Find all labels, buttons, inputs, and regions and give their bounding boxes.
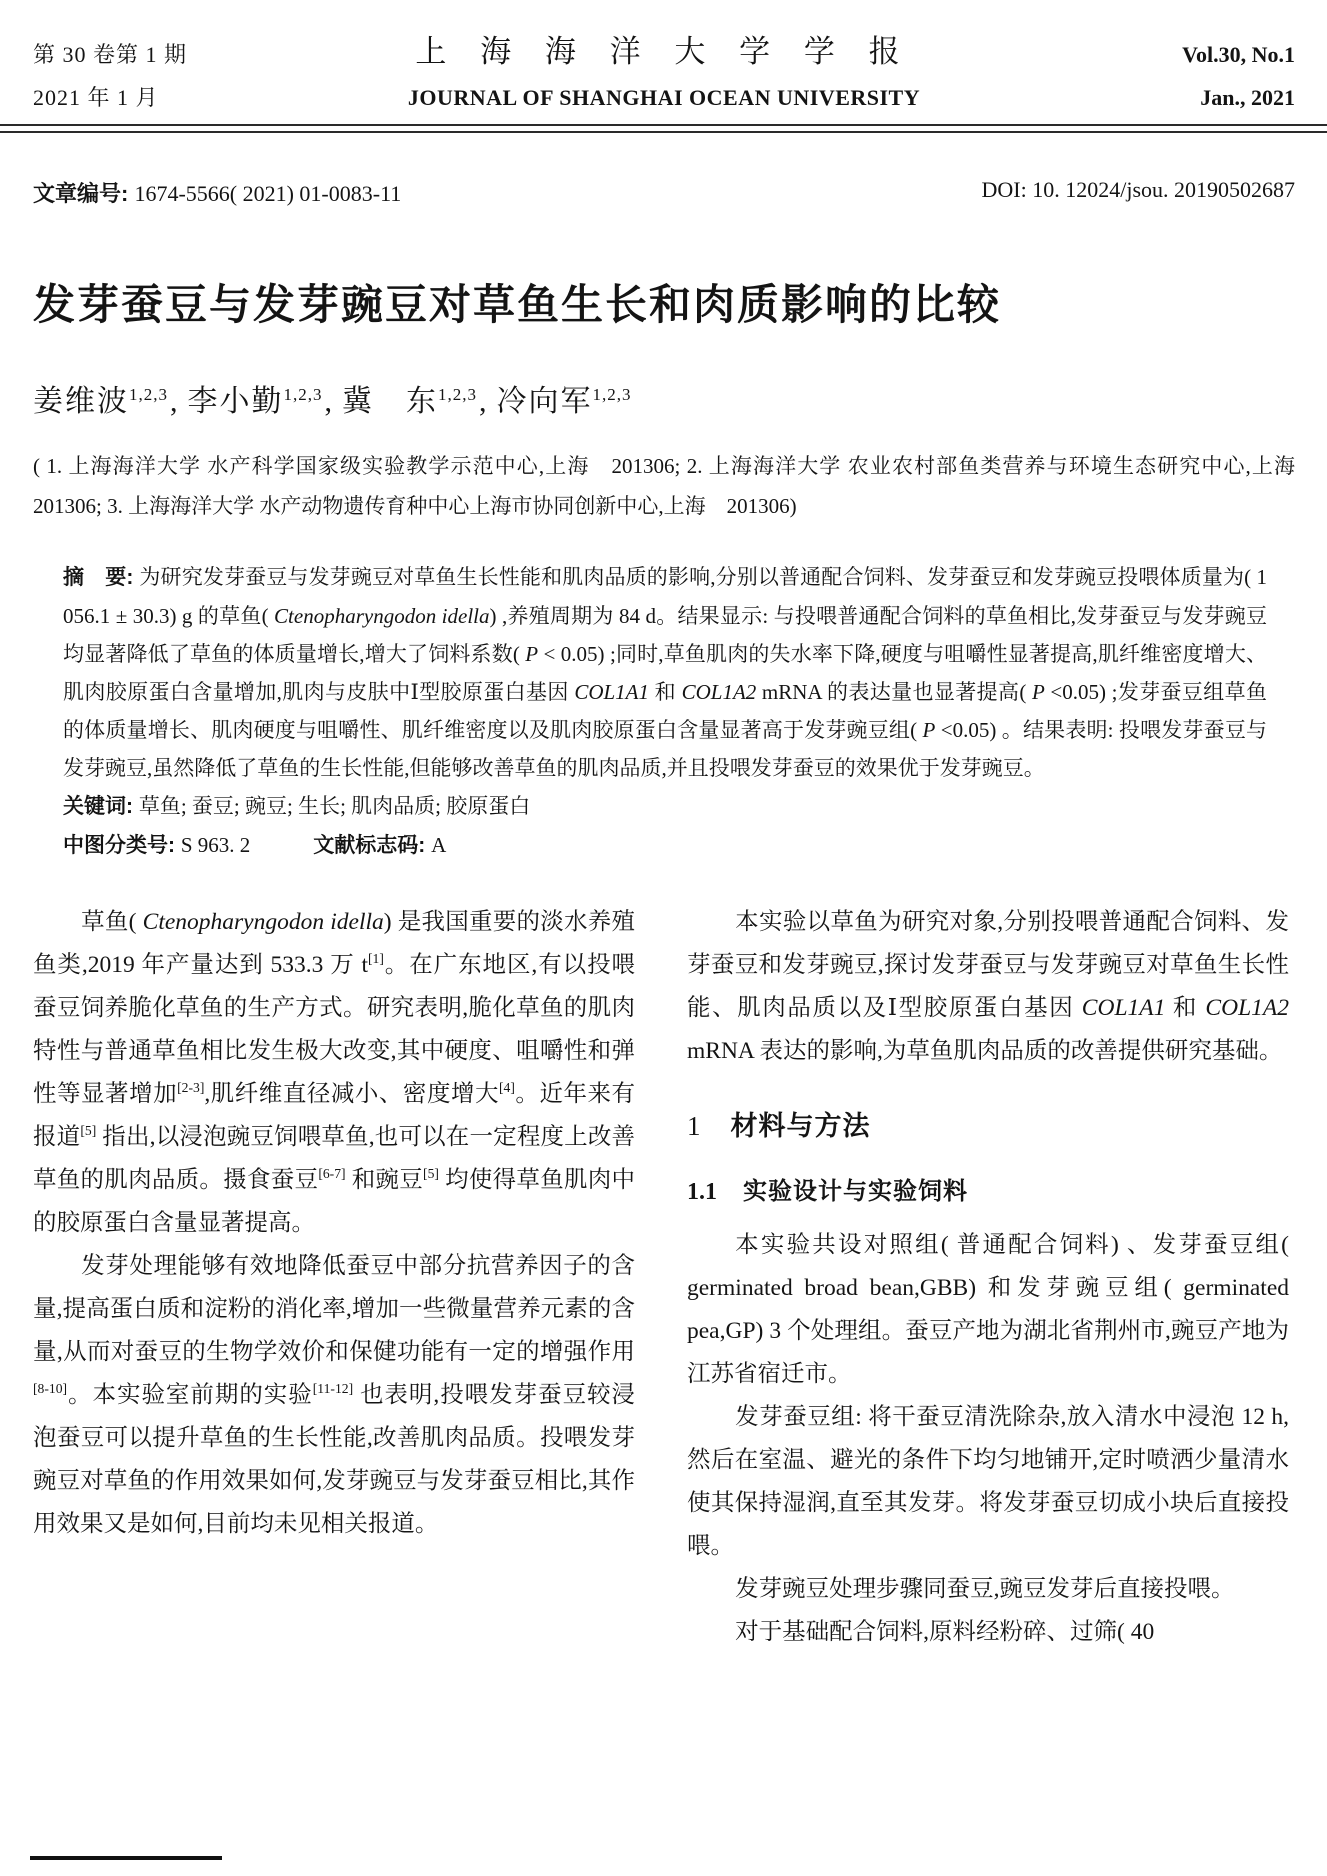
citation-superscript: [4]	[499, 1080, 515, 1096]
text-segment: S 963. 2	[180, 833, 251, 857]
keywords-line	[63, 787, 1267, 826]
citation-superscript: [6-7]	[318, 1166, 346, 1182]
paragraph	[687, 1396, 1289, 1568]
journal-title-en: JOURNAL OF SHANGHAI OCEAN UNIVERSITY	[407, 85, 921, 110]
section-title: 实验设计与实验饲料	[743, 1178, 968, 1205]
text-segment: Ctenopharyngodon idella	[274, 604, 490, 628]
text-segment: 。在广东地区,有以投喂蚕豆饲养脆化草鱼的生产方式。研究表明,脆化草鱼的肌肉特性与普通草鱼相比发生极大改变,其中硬度、咀嚼性和弹性等显著增加	[33, 952, 636, 1107]
author-separator: ,	[479, 385, 489, 418]
text-segment: Ctenopharyngodon idella	[142, 909, 384, 935]
author-superscript: 1,2,3	[129, 385, 168, 404]
author-superscript: 1,2,3	[438, 385, 477, 404]
text-segment: mRNA 的表达量也显著提高(	[756, 680, 1032, 704]
citation-superscript: [2-3]	[177, 1080, 205, 1096]
author-separator: ,	[324, 385, 334, 418]
article-number	[33, 177, 401, 208]
citation-superscript: [1]	[367, 951, 384, 967]
authors-line	[33, 376, 1295, 420]
affiliations: ( 1. 上海海洋大学 水产科学国家级实验教学示范中心,上海 201306; 2. 上海海洋大学 农业农村部鱼类营养与环境生态研究中心,上海 201306; 3. 上海海洋大学 水产动物遗传育种中心上海市协同创新中心,上海 201306)	[33, 454, 1316, 518]
section-number: 1	[687, 1111, 701, 1141]
left-column	[33, 901, 635, 1654]
text-segment: 发芽豌豆处理步骤同蚕豆,豌豆发芽后直接投喂。	[735, 1576, 1235, 1602]
text-segment: 本实验以草鱼为研究对象,分别投喂普通配合饲料、发芽蚕豆和发芽豌豆,探讨发芽蚕豆与发芽豌豆对草鱼生长性能、肌肉品质以及Ⅰ型胶原蛋白基因	[687, 909, 1289, 1021]
author-name: 冀 东	[342, 385, 438, 418]
text-segment: 草鱼; 蚕豆; 豌豆; 生长; 肌肉品质; 胶原蛋白	[138, 794, 531, 818]
text-segment: P	[1031, 680, 1045, 704]
body-columns	[33, 901, 1295, 1654]
text-segment: P	[525, 642, 539, 666]
text-segment: 和	[1165, 995, 1206, 1021]
article-number-label: 文章编号:	[33, 181, 135, 206]
journal-date-en: Jan., 2021	[1200, 85, 1295, 110]
text-segment: 也表明,投喂发芽蚕豆较浸泡蚕豆可以提升草鱼的生长性能,改善肌肉品质。投喂发芽豌豆对草鱼的作用效果如何,发芽豌豆与发芽蚕豆相比,其作用效果又是如何,目前均未见相关报道。	[33, 1382, 636, 1537]
text-segment: mRNA 表达的影响,为草鱼肌肉品质的改善提供研究基础。	[687, 1038, 1283, 1064]
clc-line	[63, 826, 1267, 865]
text-segment: 对于基础配合饲料,原料经粉碎、过筛( 40	[735, 1619, 1155, 1645]
paragraph	[33, 1245, 635, 1546]
text-segment: 为研究发芽蚕豆与发芽豌豆对草鱼生长性能和肌肉品质的影响,分别以普通配合饲料、发芽蚕豆和发芽豌豆投喂体质量为( 1 056.1 ± 30.3) g 的草鱼(	[63, 565, 1268, 628]
journal-date-cn: 2021 年 1 月	[33, 85, 159, 110]
text-segment: <0.05) ;发芽蚕豆组草鱼的体质量增长、肌肉硬度与咀嚼性、肌纤维密度以及肌肉胶原蛋白含量显著高于发芽豌豆组(	[63, 680, 1268, 742]
text-segment	[250, 833, 313, 857]
text-segment: <0.05) 。结果表明: 投喂发芽蚕豆与发芽豌豆,虽然降低了草鱼的生长性能,但能够改善草鱼的肌肉品质,并且投喂发芽蚕豆的效果优于发芽豌豆。	[63, 718, 1267, 780]
text-segment: COL1A1	[574, 680, 650, 704]
author-name: 李小勤	[187, 385, 284, 418]
header-double-rule	[0, 124, 1327, 133]
citation-superscript: [5]	[80, 1123, 97, 1139]
text-segment: 草鱼(	[81, 909, 143, 935]
text-segment: COL1A2	[681, 680, 757, 704]
journal-volume-en: Vol.30, No.1	[1182, 42, 1295, 67]
text-segment: COL1A1	[1081, 995, 1166, 1021]
paragraph	[687, 901, 1289, 1073]
article-title: 发芽蚕豆与发芽豌豆对草鱼生长和肉质影响的比较	[33, 281, 1002, 328]
text-segment: ,肌纤维直径减小、密度增大	[204, 1081, 500, 1107]
paragraph	[687, 1611, 1289, 1654]
article-meta-row	[33, 177, 1295, 208]
text-segment: P	[922, 718, 936, 742]
text-segment: 。近年来有报道	[33, 1081, 636, 1150]
text-segment: 中图分类号:	[63, 834, 181, 857]
text-segment: 发芽蚕豆组: 将干蚕豆清洗除杂,放入清水中浸泡 12 h,然后在室温、避光的条件下均匀地铺开,定时喷洒少量清水使其保持湿润,直至其发芽。将发芽蚕豆切成小块后直接投喂。	[687, 1404, 1289, 1559]
citation-superscript: [5]	[423, 1166, 439, 1182]
journal-header	[33, 26, 1295, 112]
right-column	[687, 901, 1289, 1654]
section-heading	[687, 1105, 1289, 1148]
doi: DOI: 10. 12024/jsou. 20190502687	[981, 177, 1295, 202]
text-segment: COL1A2	[1205, 995, 1289, 1021]
journal-title-cn: 上 海 海 洋 大 学 学 报	[415, 34, 913, 69]
footnote-rule	[30, 1856, 222, 1860]
article-number-value: 1674-5566( 2021) 01-0083-11	[134, 181, 402, 206]
paragraph	[687, 1568, 1289, 1611]
subsection-heading	[687, 1170, 1289, 1214]
citation-superscript: [8-10]	[33, 1381, 68, 1397]
section-title: 材料与方法	[730, 1111, 871, 1141]
text-segment: 关键词:	[63, 795, 139, 818]
author-superscript: 1,2,3	[592, 385, 632, 404]
author-name: 姜维波	[33, 385, 129, 418]
citation-superscript: [11-12]	[312, 1381, 354, 1397]
paragraph	[33, 901, 635, 1245]
text-segment: 文献标志码:	[313, 834, 432, 857]
text-segment: 。本实验室前期的实验	[67, 1382, 313, 1408]
text-segment: 本实验共设对照组( 普通配合饲料) 、发芽蚕豆组( germinated broad bean,GBB) 和发芽豌豆组( germinated pea,GP) 3 个处理组。蚕豆产地为湖北省荆州市,豌豆产地为江苏省宿迁市。	[687, 1232, 1289, 1387]
text-segment: 指出,以浸泡豌豆饲喂草鱼,也可以在一定程度上改善草鱼的肌肉品质。摄食蚕豆	[33, 1124, 636, 1193]
paragraph	[687, 1224, 1289, 1396]
abstract-block	[63, 558, 1267, 865]
journal-issue-cn: 第 30 卷第 1 期	[33, 42, 188, 67]
text-segment: A	[431, 833, 447, 857]
abstract-paragraph	[63, 558, 1267, 787]
author-superscript: 1,2,3	[283, 385, 323, 404]
text-segment: ) ,养殖周期为 84 d。结果显示: 与投喂普通配合饲料的草鱼相比,发芽蚕豆与发芽豌豆均显著降低了草鱼的体质量增长,增大了饲料系数(	[63, 604, 1267, 666]
text-segment: 摘 要:	[63, 566, 140, 589]
text-segment: < 0.05) ;同时,草鱼肌肉的失水率下降,硬度与咀嚼性显著提高,肌纤维密度增大、肌肉胶原蛋白含量增加,肌肉与皮肤中Ⅰ型胶原蛋白基因	[63, 642, 1267, 704]
text-segment: 和豌豆	[345, 1167, 424, 1193]
text-segment: 发芽处理能够有效地降低蚕豆中部分抗营养因子的含量,提高蛋白质和淀粉的消化率,增加一些微量营养元素的含量,从而对蚕豆的生物学效价和保健功能有一定的增强作用	[33, 1253, 635, 1365]
section-number: 1.1	[687, 1179, 717, 1205]
author-separator: ,	[170, 385, 180, 418]
text-segment: 均使得草鱼肌肉中的胶原蛋白含量显著提高。	[33, 1167, 636, 1236]
text-segment: 和	[649, 680, 682, 704]
text-segment: ) 是我国重要的淡水养殖鱼类,2019 年产量达到 533.3 万 t	[33, 909, 635, 978]
author-name: 冷向军	[496, 385, 593, 418]
